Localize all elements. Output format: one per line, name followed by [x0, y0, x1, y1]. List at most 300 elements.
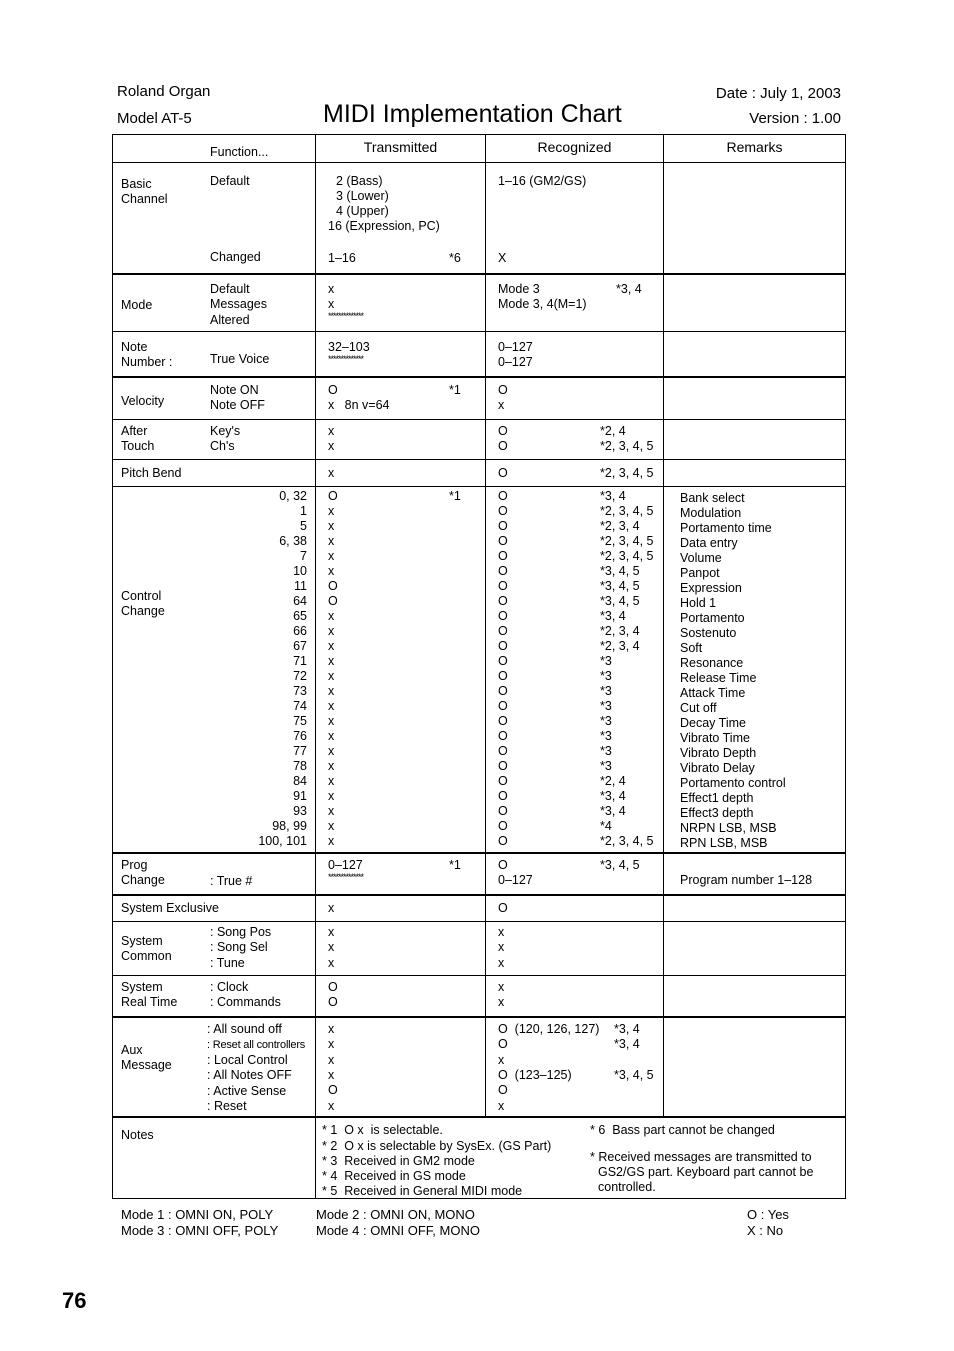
- control-remark: Data entry: [680, 536, 738, 550]
- control-rx-note: *3, 4, 5: [600, 594, 640, 608]
- mode-tx-altered: **************: [328, 310, 364, 321]
- note-number-tx: 32–103: [328, 340, 370, 354]
- basic-channel-tx-line: 16 (Expression, PC): [328, 219, 440, 233]
- control-tx-note: [449, 834, 461, 849]
- control-rx: O: [498, 774, 508, 788]
- control-rx: O: [498, 504, 508, 518]
- mode-remarks-cell: [664, 274, 846, 332]
- control-remark: Decay Time: [680, 716, 746, 730]
- aux-sub: : Active Sense: [207, 1083, 287, 1098]
- control-number: 5: [300, 519, 307, 533]
- velocity-rx: O: [498, 382, 508, 397]
- control-rx: O: [498, 759, 508, 773]
- control-change-tx-cell: [316, 487, 486, 853]
- control-rx: O: [498, 549, 508, 563]
- note-number-tx-cell: [316, 332, 486, 377]
- control-remark: Portamento: [680, 611, 745, 625]
- control-change-rx-notes: [600, 489, 654, 849]
- basic-channel-row: [113, 163, 846, 274]
- control-rx: O: [498, 729, 508, 743]
- control-remark: Hold 1: [680, 596, 717, 610]
- mode-sub: Altered: [210, 312, 250, 327]
- control-tx-note: [449, 609, 461, 624]
- basic-channel-tx-line: 4 (Upper): [336, 204, 389, 218]
- aftertouch-tx: x: [328, 439, 335, 453]
- control-rx-note: *3: [600, 699, 612, 713]
- aux-tx: x: [328, 1098, 335, 1113]
- sys-common-tx: x: [328, 940, 335, 954]
- note-line: * Received messages are transmitted to: [590, 1149, 812, 1164]
- control-tx: x: [328, 609, 335, 623]
- mode-sub: Default: [210, 281, 250, 296]
- control-tx: x: [328, 504, 335, 518]
- control-number: 11: [294, 579, 307, 593]
- aux-sub: : All Notes OFF: [207, 1067, 292, 1082]
- control-remark: Sostenuto: [680, 626, 737, 640]
- control-number: 76: [293, 729, 307, 743]
- velocity-rx: x: [498, 397, 505, 412]
- note-line: * 6 Bass part cannot be changed: [590, 1122, 775, 1137]
- control-remark: Panpot: [680, 566, 720, 580]
- control-change-remarks-cell: [664, 487, 846, 853]
- mode-rx: Mode 3: [498, 281, 540, 296]
- control-number: 65: [293, 609, 307, 623]
- control-rx: O: [498, 579, 508, 593]
- sys-realtime-sub: : Commands: [210, 995, 281, 1009]
- control-rx: O: [498, 624, 508, 638]
- velocity-row: [113, 377, 846, 420]
- aux-label-2: Message: [121, 1057, 172, 1072]
- note-number-remarks-cell: [664, 332, 846, 377]
- mode3-legend: Mode 3 : OMNI OFF, POLY: [121, 1223, 279, 1238]
- control-tx: x: [328, 684, 335, 698]
- control-remark: RPN LSB, MSB: [680, 836, 768, 850]
- control-tx-note: [449, 519, 461, 534]
- control-tx: O: [328, 594, 338, 608]
- sys-common-row: [113, 922, 846, 976]
- aux-rx: O (123–125): [498, 1067, 572, 1082]
- control-remark: Effect3 depth: [680, 806, 754, 820]
- control-tx: x: [328, 669, 335, 683]
- control-rx: O: [498, 789, 508, 803]
- sys-common-tx-cell: [316, 922, 486, 976]
- notes-label: Notes: [121, 1127, 154, 1142]
- mode-label: Mode: [121, 297, 153, 312]
- sys-common-remarks-cell: [664, 922, 846, 976]
- control-tx: x: [328, 639, 335, 653]
- control-number: 93: [293, 804, 307, 818]
- prog-change-label-2: Change: [121, 872, 165, 887]
- pitch-bend-remarks-cell: [664, 460, 846, 487]
- sys-common-sub: : Song Pos: [210, 925, 272, 939]
- control-number: 100, 101: [258, 834, 307, 848]
- control-remark: Expression: [680, 581, 742, 595]
- aux-tx: x: [328, 1021, 335, 1036]
- page-title: MIDI Implementation Chart: [323, 100, 622, 128]
- aftertouch-rx-note: *2, 3, 4, 5: [600, 439, 654, 453]
- sys-common-rx: x: [498, 956, 505, 970]
- control-tx-note: [449, 549, 461, 564]
- sys-common-tx: x: [328, 956, 335, 970]
- basic-channel-label-2: Channel: [121, 192, 168, 206]
- aux-label-1: Aux: [121, 1042, 143, 1057]
- sys-common-label-1: System: [121, 934, 163, 948]
- control-change-rx-cell: [486, 487, 664, 853]
- basic-channel-remarks-cell: [664, 163, 846, 274]
- aux-tx: O: [328, 1082, 338, 1097]
- prog-change-sub: : True #: [210, 873, 253, 888]
- velocity-tx: x 8n v=64: [328, 397, 390, 412]
- control-tx-note: [449, 774, 461, 789]
- control-number: 74: [293, 699, 307, 713]
- note-line: * 4 Received in GS mode: [322, 1168, 466, 1183]
- mode-tx: x: [328, 296, 335, 311]
- mode-row: [113, 274, 846, 332]
- mode-rx: Mode 3, 4(M=1): [498, 296, 587, 311]
- notes-row: [113, 1117, 846, 1199]
- mode-label-cell: [113, 274, 316, 332]
- note-line: controlled.: [598, 1179, 656, 1194]
- note-number-sub: True Voice: [210, 352, 270, 366]
- note-line: * 1 O x is selectable.: [322, 1122, 443, 1137]
- control-change-tx-notes: [449, 489, 461, 849]
- control-tx-note: [449, 654, 461, 669]
- sys-realtime-sub: : Clock: [210, 980, 249, 994]
- note-number-rx: 0–127: [498, 340, 533, 354]
- date-label: Date : July 1, 2003: [715, 85, 841, 102]
- prog-change-tx: 0–127: [328, 857, 363, 872]
- sys-realtime-rx: x: [498, 995, 505, 1009]
- control-rx: O: [498, 639, 508, 653]
- control-change-label-cell: [113, 487, 316, 853]
- mode4-legend: Mode 4 : OMNI OFF, MONO: [316, 1223, 480, 1238]
- control-rx: O: [498, 684, 508, 698]
- control-tx: x: [328, 804, 335, 818]
- aux-rx-note: *3, 4: [614, 1021, 640, 1036]
- control-tx: x: [328, 564, 335, 578]
- control-rx: O: [498, 609, 508, 623]
- aux-rx: x: [498, 1098, 505, 1113]
- aftertouch-remarks-cell: [664, 420, 846, 460]
- aux-row: [113, 1017, 846, 1117]
- control-change-row: [113, 487, 846, 853]
- aux-sub: : Reset all controllers: [207, 1038, 306, 1051]
- basic-channel-tx-line: 2 (Bass): [336, 174, 383, 188]
- control-rx-note: *3: [600, 669, 612, 683]
- control-tx-note: [449, 564, 461, 579]
- basic-channel-tx-note: *6: [449, 251, 461, 265]
- control-tx: x: [328, 549, 335, 563]
- note-number-label-1: Note: [121, 340, 148, 354]
- control-remark: Release Time: [680, 671, 757, 685]
- control-tx: x: [328, 534, 335, 548]
- prog-change-remarks-cell: [664, 853, 846, 895]
- control-tx: x: [328, 789, 335, 803]
- control-tx: x: [328, 834, 335, 848]
- control-rx-note: *2, 4: [600, 774, 626, 788]
- aux-sub: : All sound off: [207, 1021, 282, 1036]
- aux-rx: O: [498, 1036, 508, 1051]
- aux-rx-cell: [486, 1017, 664, 1117]
- aftertouch-rx: O: [498, 439, 508, 453]
- control-tx-note: [449, 684, 461, 699]
- prog-change-tx-note: *1: [449, 857, 461, 872]
- control-rx: O: [498, 819, 508, 833]
- control-number: 71: [293, 654, 307, 668]
- control-number: 84: [293, 774, 307, 788]
- control-remark: Resonance: [680, 656, 744, 670]
- control-change-numbers: [258, 489, 307, 849]
- control-rx: O: [498, 594, 508, 608]
- aux-sub: : Reset: [207, 1098, 247, 1113]
- control-tx: x: [328, 729, 335, 743]
- aux-label-cell: [113, 1017, 316, 1117]
- control-number: 72: [293, 669, 307, 683]
- sysex-tx-cell: [316, 895, 486, 922]
- control-number: 0, 32: [279, 489, 307, 503]
- control-tx: x: [328, 624, 335, 638]
- control-rx: O: [498, 834, 508, 848]
- control-rx: O: [498, 489, 508, 503]
- note-line: * 5 Received in General MIDI mode: [322, 1183, 523, 1198]
- control-tx-note: [449, 624, 461, 639]
- no-legend: X : No: [747, 1223, 784, 1238]
- control-remark: Bank select: [680, 491, 745, 505]
- control-change-rx-list: [498, 489, 508, 849]
- control-tx: x: [328, 819, 335, 833]
- control-remark: Cut off: [680, 701, 717, 715]
- control-tx-note: [449, 594, 461, 609]
- prog-change-row: [113, 853, 846, 895]
- control-tx: x: [328, 519, 335, 533]
- control-remark: Volume: [680, 551, 722, 565]
- pitch-bend-rx-cell: [486, 460, 664, 487]
- control-tx-note: [449, 819, 461, 834]
- control-remark: Vibrato Time: [680, 731, 750, 745]
- control-number: 73: [293, 684, 307, 698]
- sys-realtime-remarks-cell: [664, 976, 846, 1017]
- control-rx-note: *3: [600, 714, 612, 728]
- control-rx-note: *3, 4: [600, 489, 626, 503]
- sys-realtime-label-2: Real Time: [121, 995, 178, 1009]
- control-remark: Effect1 depth: [680, 791, 754, 805]
- velocity-label: Velocity: [121, 393, 165, 408]
- sysex-rx-cell: [486, 895, 664, 922]
- sysex-label: System Exclusive: [121, 900, 219, 915]
- basic-channel-changed-label: Changed: [210, 250, 261, 264]
- aftertouch-tx: x: [328, 424, 335, 438]
- basic-channel-label-1: Basic: [121, 177, 152, 191]
- sys-common-rx-cell: [486, 922, 664, 976]
- sys-common-sub: : Song Sel: [210, 940, 268, 954]
- pitch-bend-rx: O: [498, 466, 508, 480]
- velocity-tx-note: *1: [449, 382, 461, 397]
- prog-change-rx: O: [498, 857, 508, 872]
- control-tx: x: [328, 744, 335, 758]
- control-rx-note: *3: [600, 684, 612, 698]
- sys-realtime-row: [113, 976, 846, 1017]
- basic-channel-rx-changed: X: [498, 251, 507, 265]
- control-rx-note: *2, 3, 4: [600, 519, 640, 533]
- control-number: 64: [293, 594, 307, 608]
- control-tx: x: [328, 699, 335, 713]
- pitch-bend-label: Pitch Bend: [121, 466, 182, 480]
- control-tx-note: [449, 759, 461, 774]
- note-number-label-cell: [113, 332, 316, 377]
- control-number: 75: [293, 714, 307, 728]
- note-line: GS2/GS part. Keyboard part cannot be: [598, 1164, 814, 1179]
- prog-change-tx-cell: [316, 853, 486, 895]
- control-rx-note: *3, 4: [600, 789, 626, 803]
- prog-change-label-1: Prog: [121, 857, 148, 872]
- yes-legend: O : Yes: [747, 1207, 789, 1222]
- sysex-label-cell: [113, 895, 316, 922]
- control-remark: Modulation: [680, 506, 742, 520]
- aftertouch-rx: O: [498, 424, 508, 438]
- prog-change-rx: 0–127: [498, 872, 533, 887]
- control-remark: Attack Time: [680, 686, 746, 700]
- pitch-bend-row: [113, 460, 846, 487]
- basic-channel-label-cell: [113, 163, 316, 274]
- velocity-rx-cell: [486, 377, 664, 420]
- aux-rx-note: *3, 4, 5: [614, 1067, 654, 1082]
- control-number: 78: [293, 759, 307, 773]
- control-tx-note: [449, 639, 461, 654]
- control-remark: Vibrato Delay: [680, 761, 755, 775]
- control-number: 66: [293, 624, 307, 638]
- control-change-remarks-list: [680, 491, 786, 851]
- control-rx-note: *3, 4, 5: [600, 579, 640, 593]
- control-rx-note: *3: [600, 729, 612, 743]
- aftertouch-rx-cell: [486, 420, 664, 460]
- pitch-bend-tx: x: [328, 466, 335, 480]
- velocity-label-cell: [113, 377, 316, 420]
- control-tx-note: [449, 534, 461, 549]
- control-rx-note: *2, 3, 4: [600, 639, 640, 653]
- mode-rx-note: *3, 4: [616, 281, 642, 296]
- control-rx-note: *4: [600, 819, 612, 833]
- remarks-header: Remarks: [664, 135, 846, 163]
- sys-realtime-label-cell: [113, 976, 316, 1017]
- aftertouch-label-2: Touch: [121, 439, 155, 453]
- control-tx: x: [328, 654, 335, 668]
- control-rx: O: [498, 804, 508, 818]
- sys-common-rx: x: [498, 940, 505, 954]
- note-line: * 3 Received in GM2 mode: [322, 1153, 475, 1168]
- sysex-rx: O: [498, 900, 508, 915]
- control-rx-note: *2, 3, 4, 5: [600, 534, 654, 548]
- aux-tx: x: [328, 1067, 335, 1082]
- control-rx: O: [498, 654, 508, 668]
- control-remark: Portamento time: [680, 521, 772, 535]
- control-rx: O: [498, 744, 508, 758]
- aux-rx: x: [498, 1052, 505, 1067]
- basic-channel-tx-changed: 1–16: [328, 251, 356, 265]
- control-tx: O: [328, 579, 338, 593]
- pitch-bend-rx-note: *2, 3, 4, 5: [600, 466, 654, 480]
- control-rx-note: *3: [600, 654, 612, 668]
- control-rx-note: *2, 3, 4, 5: [600, 549, 654, 563]
- basic-channel-default-label: Default: [210, 174, 250, 188]
- sys-common-sub: : Tune: [210, 956, 245, 970]
- mode-rx-cell: [486, 274, 664, 332]
- pitch-bend-label-cell: [113, 460, 316, 487]
- control-tx: x: [328, 759, 335, 773]
- control-tx-note: [449, 504, 461, 519]
- sys-realtime-rx: x: [498, 980, 505, 994]
- aftertouch-label-1: After: [121, 424, 148, 438]
- control-number: 10: [293, 564, 307, 578]
- control-rx-note: *3: [600, 759, 612, 773]
- control-rx: O: [498, 534, 508, 548]
- sys-realtime-tx-cell: [316, 976, 486, 1017]
- control-tx-note: *1: [449, 489, 461, 503]
- sys-common-rx: x: [498, 925, 505, 939]
- function-header-cell: [113, 135, 316, 163]
- control-rx: O: [498, 519, 508, 533]
- velocity-sub: Note ON: [210, 382, 259, 397]
- aux-tx: x: [328, 1036, 335, 1051]
- mode1-legend: Mode 1 : OMNI ON, POLY: [121, 1207, 274, 1222]
- control-rx: O: [498, 564, 508, 578]
- basic-channel-tx-cell: [316, 163, 486, 274]
- aux-tx-cell: [316, 1017, 486, 1117]
- velocity-tx-cell: [316, 377, 486, 420]
- control-change-label-1: Control: [121, 589, 162, 603]
- transmitted-header: Transmitted: [316, 135, 486, 163]
- basic-channel-rx-default: 1–16 (GM2/GS): [498, 174, 587, 188]
- basic-channel-rx-cell: [486, 163, 664, 274]
- aux-remarks-cell: [664, 1017, 846, 1117]
- sys-common-label-cell: [113, 922, 316, 976]
- column-header-row: [113, 135, 846, 163]
- control-tx-note: [449, 804, 461, 819]
- prog-change-rx-note: *3, 4, 5: [600, 857, 640, 872]
- pitch-bend-tx-cell: [316, 460, 486, 487]
- control-rx: O: [498, 699, 508, 713]
- control-number: 98, 99: [272, 819, 307, 833]
- aux-rx: O (120, 126, 127): [498, 1021, 600, 1036]
- velocity-remarks-cell: [664, 377, 846, 420]
- aftertouch-rx-note: *2, 4: [600, 424, 626, 438]
- control-tx-note: [449, 699, 461, 714]
- control-rx-note: *2, 3, 4, 5: [600, 504, 654, 518]
- mode-sub: Messages: [210, 296, 267, 311]
- control-tx-note: [449, 729, 461, 744]
- sys-realtime-label-1: System: [121, 980, 163, 994]
- control-remark: NRPN LSB, MSB: [680, 821, 777, 835]
- notes-content-cell: [316, 1117, 846, 1199]
- aftertouch-sub: Key's: [210, 424, 241, 438]
- note-number-label-2: Number :: [121, 355, 173, 369]
- mode2-legend: Mode 2 : OMNI ON, MONO: [316, 1207, 475, 1222]
- note-line: * 2 O x is selectable by SysEx. (GS Part): [322, 1138, 552, 1153]
- sysex-remarks-cell: [664, 895, 846, 922]
- control-remark: Soft: [680, 641, 703, 655]
- aux-sub: : Local Control: [207, 1052, 288, 1067]
- version-label: Version : 1.00: [749, 110, 841, 127]
- aftertouch-tx-cell: [316, 420, 486, 460]
- sysex-row: [113, 895, 846, 922]
- control-tx: O: [328, 489, 338, 503]
- control-rx: O: [498, 714, 508, 728]
- sys-common-label-2: Common: [121, 949, 172, 963]
- note-number-tx-mark: **************: [328, 354, 364, 364]
- control-rx-note: *2, 3, 4, 5: [600, 834, 654, 848]
- control-tx: x: [328, 774, 335, 788]
- control-rx-note: *3: [600, 744, 612, 758]
- aux-tx: x: [328, 1052, 335, 1067]
